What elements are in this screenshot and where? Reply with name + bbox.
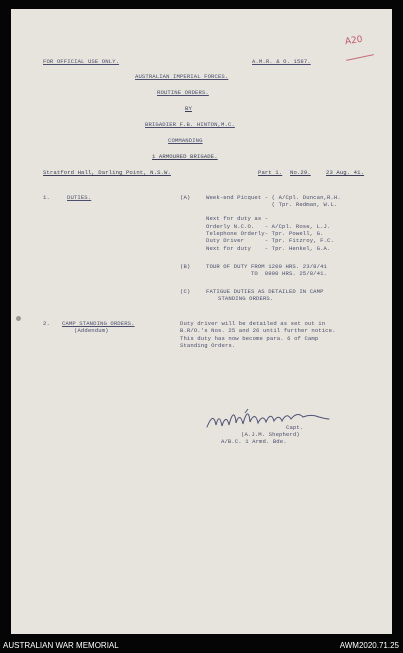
- item-subtitle: (Addendum): [74, 327, 109, 334]
- footer-catalogue-number: AWM2020.71.25: [339, 641, 399, 650]
- duty-line: Duty Driver - Tpr. Fitzroy, F.C.: [206, 237, 334, 244]
- order-line: B.R/O.'s Nos. 25 and 26 until further notice.: [180, 327, 336, 334]
- fatigue-line: STANDING ORDERS.: [218, 295, 274, 302]
- heading-unit: 1 ARMOURED BRIGADE.: [152, 153, 218, 160]
- item-number: 1.: [43, 194, 50, 201]
- handwritten-signature: [205, 407, 333, 433]
- signature-appointment: A/B.C. 1 Armd. Bde.: [221, 438, 287, 445]
- classification: FOR OFFICIAL USE ONLY.: [43, 58, 120, 65]
- subitem-letter: (B): [180, 263, 191, 270]
- tour-line: TO 0900 HRS. 25/8/41.: [206, 270, 327, 277]
- form-number: A.M.R. & O. 1587.: [252, 58, 311, 65]
- dateline-place: Stratford Hall, Darling Point, N.S.W.: [43, 169, 171, 176]
- item-title-duties: DUTIES.: [67, 194, 92, 201]
- footer-archive-name: AUSTRALIAN WAR MEMORIAL: [3, 641, 119, 650]
- heading-title: ROUTINE ORDERS.: [157, 89, 209, 96]
- order-line: This duty has now become para. 6 of Camp: [180, 335, 319, 342]
- archive-reference-mark: A20: [344, 34, 364, 48]
- order-line: Standing Orders.: [180, 342, 236, 349]
- signature-name: (A.J.M. Shepherd): [241, 431, 300, 438]
- item-number: 2.: [43, 320, 50, 327]
- dateline-date: 23 Aug. 41.: [326, 169, 365, 176]
- heading-by: BY: [185, 105, 192, 112]
- subitem-letter: (C): [180, 288, 191, 295]
- item-title-camp-orders: CAMP STANDING ORDERS.: [62, 320, 135, 327]
- duty-line: Next for duty as -: [206, 215, 269, 222]
- picquet-line: Week-end Picquet - ( A/Cpl. Duncan,R.H.: [206, 194, 341, 201]
- picquet-line: ( Tpr. Redman, W.L.: [206, 201, 338, 208]
- heading-force: AUSTRALIAN IMPERIAL FORCES.: [135, 73, 229, 80]
- duty-line: Telephone Orderly- Tpr. Powell, G.: [206, 230, 324, 237]
- duty-line: Orderly N.C.O. - A/Cpl. Rose, L.J.: [206, 223, 331, 230]
- fatigue-line: FATIGUE DUTIES AS DETAILED IN CAMP: [206, 288, 324, 295]
- duty-line: Next for duty - Tpr. Henkel, G.A.: [206, 245, 331, 252]
- dateline-number: No.29.: [290, 169, 311, 176]
- signature-rank: Capt.: [286, 424, 304, 431]
- order-line: Duty driver will be detailed as set out in: [180, 320, 326, 327]
- dateline-part: Part 1.: [258, 169, 283, 176]
- subitem-letter: (A): [180, 194, 191, 201]
- punch-hole: [16, 316, 21, 321]
- tour-line: TOUR OF DUTY FROM 1200 HRS. 23/8/41: [206, 263, 327, 270]
- heading-commander: BRIGADIER F.B. HINTON,M.C.: [145, 121, 235, 128]
- heading-commanding: COMMANDING: [168, 137, 203, 144]
